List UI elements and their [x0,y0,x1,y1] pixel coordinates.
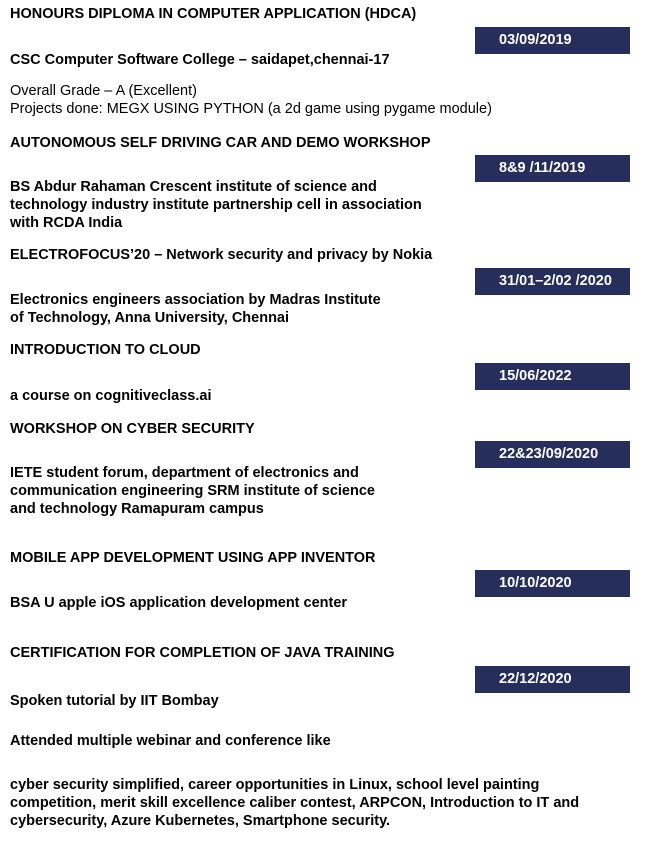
entry-title: HONOURS DIPLOMA IN COMPUTER APPLICATION (HDCA) [10,6,417,22]
entry-detail: Overall Grade – A (Excellent) [10,83,197,99]
webinars-line: cybersecurity, Azure Kubernetes, Smartphone security. [10,813,391,829]
webinars-line: cyber security simplified, career opportunities in Linux, school level painting [10,777,540,793]
date-badge: 15/06/2022 [475,363,630,390]
date-badge: 03/09/2019 [475,27,630,54]
entry-title: MOBILE APP DEVELOPMENT USING APP INVENTOR [10,550,376,566]
entry-organization: BSA U apple iOS application development center [10,595,348,611]
webinars-heading: Attended multiple webinar and conference like [10,733,331,749]
entry-organization: Spoken tutorial by IIT Bombay [10,693,219,709]
date-badge: 10/10/2020 [475,570,630,597]
entry-organization-line: of Technology, Anna University, Chennai [10,310,290,326]
entry-title: ELECTROFOCUS’20 – Network security and privacy by Nokia [10,247,433,263]
entry-detail: Projects done: MEGX USING PYTHON (a 2d game using pygame module) [10,101,492,117]
entry-title: CERTIFICATION FOR COMPLETION OF JAVA TRAINING [10,645,395,661]
entry-organization-line: communication engineering SRM institute of science [10,483,375,499]
webinars-line: competition, merit skill excellence caliber contest, ARPCON, Introduction to IT and [10,795,580,811]
entry-organization-line: technology industry institute partnership cell in association [10,197,422,213]
entry-title: AUTONOMOUS SELF DRIVING CAR AND DEMO WORKSHOP [10,135,431,151]
entry-organization: a course on cognitiveclass.ai [10,388,212,404]
date-badge: 8&9 /11/2019 [475,155,630,182]
entry-title: WORKSHOP ON CYBER SECURITY [10,421,255,437]
entry-organization-line: with RCDA India [10,215,123,231]
date-badge: 22&23/09/2020 [475,441,630,468]
date-badge: 31/01–2/02 /2020 [475,268,630,295]
entry-organization-line: BS Abdur Rahaman Crescent institute of science and [10,179,377,195]
entry-organization-line: Electronics engineers association by Madras Institute [10,292,381,308]
entry-title: INTRODUCTION TO CLOUD [10,342,201,358]
date-badge: 22/12/2020 [475,666,630,693]
entry-organization-line: and technology Ramapuram campus [10,501,264,517]
entry-organization: CSC Computer Software College – saidapet,chennai-17 [10,52,390,68]
entry-organization-line: IETE student forum, department of electronics and [10,465,359,481]
